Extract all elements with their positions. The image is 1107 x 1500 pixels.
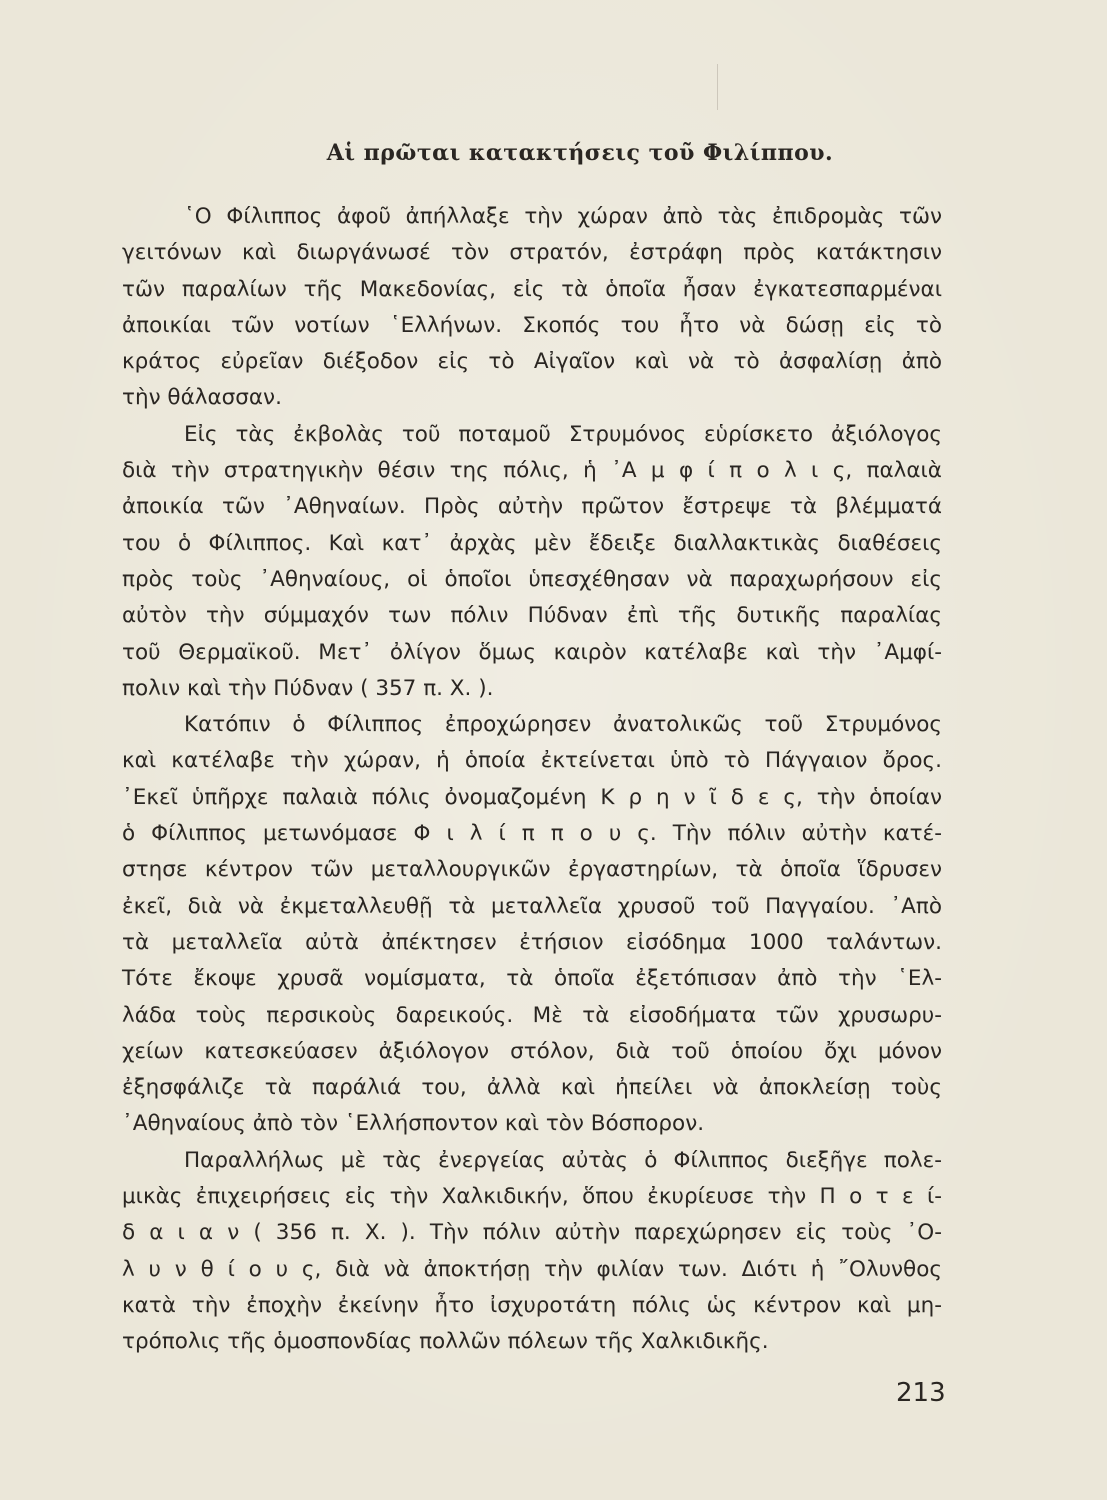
text-line: Εἰς τὰς ἐκβολὰς τοῦ ποταμοῦ Στρυμόνος εὑρίσκετο ἀξιόλογος: [184, 421, 942, 447]
text-line: τὴν θάλασσαν.: [122, 385, 282, 411]
text-line: τῶν παραλίων τῆς Μακεδονίας, εἰς τὰ ὁποῖα ἦσαν ἐγκατεσπαρμέναι: [122, 276, 942, 302]
page-number: 213: [896, 1378, 946, 1408]
text-line: καὶ κατέλαβε τὴν χώραν, ἡ ὁποία ἐκτείνεται ὑπὸ τὸ Πάγγαιον ὄρος.: [122, 748, 942, 774]
text-line: Κατόπιν ὁ Φίλιππος ἐπροχώρησεν ἀνατολικῶς τοῦ Στρυμόνος: [184, 712, 942, 738]
text-line: μικὰς ἐπιχειρήσεις εἰς τὴν Χαλκιδικήν, ὅπου ἐκυρίευσε τὴν Π ο τ ε ί-: [122, 1184, 942, 1210]
text-line: γειτόνων καὶ διωργάνωσέ τὸν στρατόν, ἐστράφη πρὸς κατάκτησιν: [122, 240, 942, 266]
text-line: ῾Ο Φίλιππος ἀφοῦ ἀπήλλαξε τὴν χώραν ἀπὸ τὰς ἐπιδρομὰς τῶν: [184, 204, 942, 229]
text-line: ᾿Αθηναίους ἀπὸ τὸν ῾Ελλήσποντον καὶ τὸν Βόσπορον.: [122, 1111, 705, 1137]
text-line: του ὁ Φίλιππος. Καὶ κατ᾿ ἀρχὰς μὲν ἔδειξε διαλλακτικὰς διαθέσεις: [122, 530, 942, 556]
text-line: κράτος εὐρεῖαν διέξοδον εἰς τὸ Αἰγαῖον καὶ νὰ τὸ ἀσφαλίσῃ ἀπὸ: [122, 349, 942, 375]
text-line: δ α ι α ν ( 356 π. Χ. ). Τὴν πόλιν αὐτὴν παρεχώρησεν εἰς τοὺς ᾿Ο-: [122, 1220, 942, 1246]
text-line: πολιν καὶ τὴν Πύδναν ( 357 π. Χ. ).: [122, 675, 494, 701]
text-line: διὰ τὴν στρατηγικὴν θέσιν της πόλις, ἡ ᾿Α μ φ ί π ο λ ι ς, παλαιὰ: [122, 458, 942, 484]
text-line: τὰ μεταλλεῖα αὐτὰ ἀπέκτησεν ἐτήσιον εἰσόδημα 1000 ταλάντων.: [122, 929, 942, 955]
text-line: ἐξησφάλιζε τὰ παράλιά του, ἀλλὰ καὶ ἠπείλει νὰ ἀποκλείσῃ τοὺς: [122, 1075, 942, 1101]
fold-mark: [717, 64, 718, 110]
chapter-title: Αἱ πρῶται κατακτήσεις τοῦ Φιλίππου.: [326, 140, 834, 166]
text-line: ἀποικία τῶν ᾿Αθηναίων. Πρὸς αὐτὴν πρῶτον ἔστρεψε τὰ βλέμματά: [122, 494, 942, 520]
text-line: τρόπολις τῆς ὁμοσπονδίας πολλῶν πόλεων τῆς Χαλκιδικῆς.: [122, 1329, 769, 1355]
text-line: ἀποικίαι τῶν νοτίων ῾Ελλήνων. Σκοπός του ἦτο νὰ δώσῃ εἰς τὸ: [122, 312, 942, 338]
text-line: λάδα τοὺς περσικοὺς δαρεικούς. Μὲ τὰ εἰσοδήματα τῶν χρυσωρυ-: [122, 1002, 942, 1028]
text-line: στησε κέντρον τῶν μεταλλουργικῶν ἐργαστηρίων, τὰ ὁποῖα ἵδρυσεν: [122, 857, 942, 883]
text-line: ᾿Εκεῖ ὑπῆρχε παλαιὰ πόλις ὀνομαζομένη Κ ρ η ν ῖ δ ε ς, τὴν ὁποίαν: [122, 784, 942, 810]
body-text: [122, 199, 942, 1361]
text-line: Τότε ἔκοψε χρυσᾶ νομίσματα, τὰ ὁποῖα ἐξετόπισαν ἀπὸ τὴν ῾Ελ-: [122, 966, 942, 992]
text-line: κατὰ τὴν ἐποχὴν ἐκείνην ἦτο ἰσχυροτάτη πόλις ὡς κέντρον καὶ μη-: [122, 1292, 942, 1318]
text-line: λ υ ν θ ί ο υ ς, διὰ νὰ ἀποκτήσῃ τὴν φιλίαν των. Διότι ἡ ῎Ολυνθος: [122, 1256, 942, 1282]
text-line: ὁ Φίλιππος μετωνόμασε Φ ι λ ί π π ο υ ς. Τὴν πόλιν αὐτὴν κατέ-: [122, 821, 942, 847]
text-line: αὐτὸν τὴν σύμμαχόν των πόλιν Πύδναν ἐπὶ τῆς δυτικῆς παραλίας: [122, 603, 942, 629]
text-line: χείων κατεσκεύασεν ἀξιόλογον στόλον, διὰ τοῦ ὁποίου ὄχι μόνον: [122, 1038, 942, 1064]
text-line: πρὸς τοὺς ᾿Αθηναίους, οἱ ὁποῖοι ὑπεσχέθησαν νὰ παραχωρήσουν εἰς: [122, 566, 942, 592]
text-line: ἐκεῖ, διὰ νὰ ἐκμεταλλευθῇ τὰ μεταλλεῖα χρυσοῦ τοῦ Παγγαίου. ᾿Απὸ: [122, 893, 942, 919]
text-line: τοῦ Θερμαϊκοῦ. Μετ᾿ ὀλίγον ὅμως καιρὸν κατέλαβε καὶ τὴν ᾿Αμφί-: [122, 639, 942, 665]
text-line: Παραλλήλως μὲ τὰς ἐνεργείας αὐτὰς ὁ Φίλιππος διεξῆγε πολε-: [184, 1147, 942, 1173]
